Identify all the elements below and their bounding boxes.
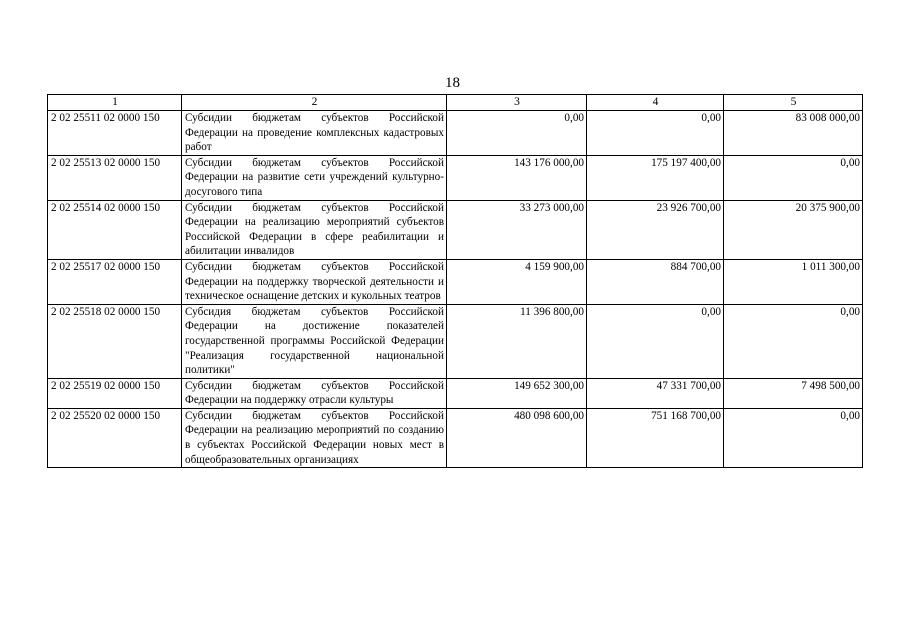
amount-col-4: 0,00	[587, 304, 724, 378]
amount-col-4: 47 331 700,00	[587, 378, 724, 408]
table-row	[48, 259, 863, 304]
budget-table	[47, 94, 863, 468]
amount-col-3: 33 273 000,00	[447, 200, 587, 259]
page-number: 18	[445, 75, 460, 91]
column-header-5: 5	[724, 95, 863, 111]
amount-col-5: 0,00	[724, 408, 863, 467]
amount-col-4: 0,00	[587, 111, 724, 156]
amount-col-4: 751 168 700,00	[587, 408, 724, 467]
amount-col-3: 4 159 900,00	[447, 259, 587, 304]
amount-col-3: 11 396 800,00	[447, 304, 587, 378]
amount-col-4: 175 197 400,00	[587, 155, 724, 200]
budget-code: 2 02 25520 02 0000 150	[48, 408, 182, 467]
amount-col-3: 0,00	[447, 111, 587, 156]
column-header-2: 2	[182, 95, 447, 111]
table-row	[48, 200, 863, 259]
amount-col-3: 480 098 600,00	[447, 408, 587, 467]
item-description: Субсидия бюджетам субъектов Российской Федерации на достижение показателей государственной программы Российской Федерации "Реализация государственной национальной политики"	[182, 304, 447, 378]
budget-code: 2 02 25513 02 0000 150	[48, 155, 182, 200]
table-row	[48, 378, 863, 408]
amount-col-5: 83 008 000,00	[724, 111, 863, 156]
amount-col-5: 0,00	[724, 155, 863, 200]
header-row	[48, 95, 863, 111]
item-description: Субсидии бюджетам субъектов Российской Федерации на развитие сети учреждений культурно-досугового типа	[182, 155, 447, 200]
amount-col-5: 1 011 300,00	[724, 259, 863, 304]
budget-code: 2 02 25511 02 0000 150	[48, 111, 182, 156]
item-description: Субсидии бюджетам субъектов Российской Федерации на поддержку отрасли культуры	[182, 378, 447, 408]
table-header	[48, 95, 863, 111]
budget-code: 2 02 25517 02 0000 150	[48, 259, 182, 304]
table-row	[48, 304, 863, 378]
table-body	[48, 111, 863, 468]
table-row	[48, 155, 863, 200]
amount-col-4: 884 700,00	[587, 259, 724, 304]
budget-code: 2 02 25519 02 0000 150	[48, 378, 182, 408]
item-description: Субсидии бюджетам субъектов Российской Федерации на реализацию мероприятий по созданию в субъектах Российской Федерации новых мест в общеобразовательных организациях	[182, 408, 447, 467]
amount-col-3: 149 652 300,00	[447, 378, 587, 408]
amount-col-5: 0,00	[724, 304, 863, 378]
amount-col-4: 23 926 700,00	[587, 200, 724, 259]
budget-code: 2 02 25514 02 0000 150	[48, 200, 182, 259]
amount-col-5: 20 375 900,00	[724, 200, 863, 259]
item-description: Субсидии бюджетам субъектов Российской Федерации на проведение комплексных кадастровых работ	[182, 111, 447, 156]
column-header-3: 3	[447, 95, 587, 111]
table-row	[48, 408, 863, 467]
budget-code: 2 02 25518 02 0000 150	[48, 304, 182, 378]
item-description: Субсидии бюджетам субъектов Российской Федерации на реализацию мероприятий субъектов Российской Федерации в сфере реабилитации и абилитации инвалидов	[182, 200, 447, 259]
column-header-1: 1	[48, 95, 182, 111]
column-header-4: 4	[587, 95, 724, 111]
item-description: Субсидии бюджетам субъектов Российской Федерации на поддержку творческой деятельности и техническое оснащение детских и кукольных театров	[182, 259, 447, 304]
amount-col-5: 7 498 500,00	[724, 378, 863, 408]
table-row	[48, 111, 863, 156]
amount-col-3: 143 176 000,00	[447, 155, 587, 200]
